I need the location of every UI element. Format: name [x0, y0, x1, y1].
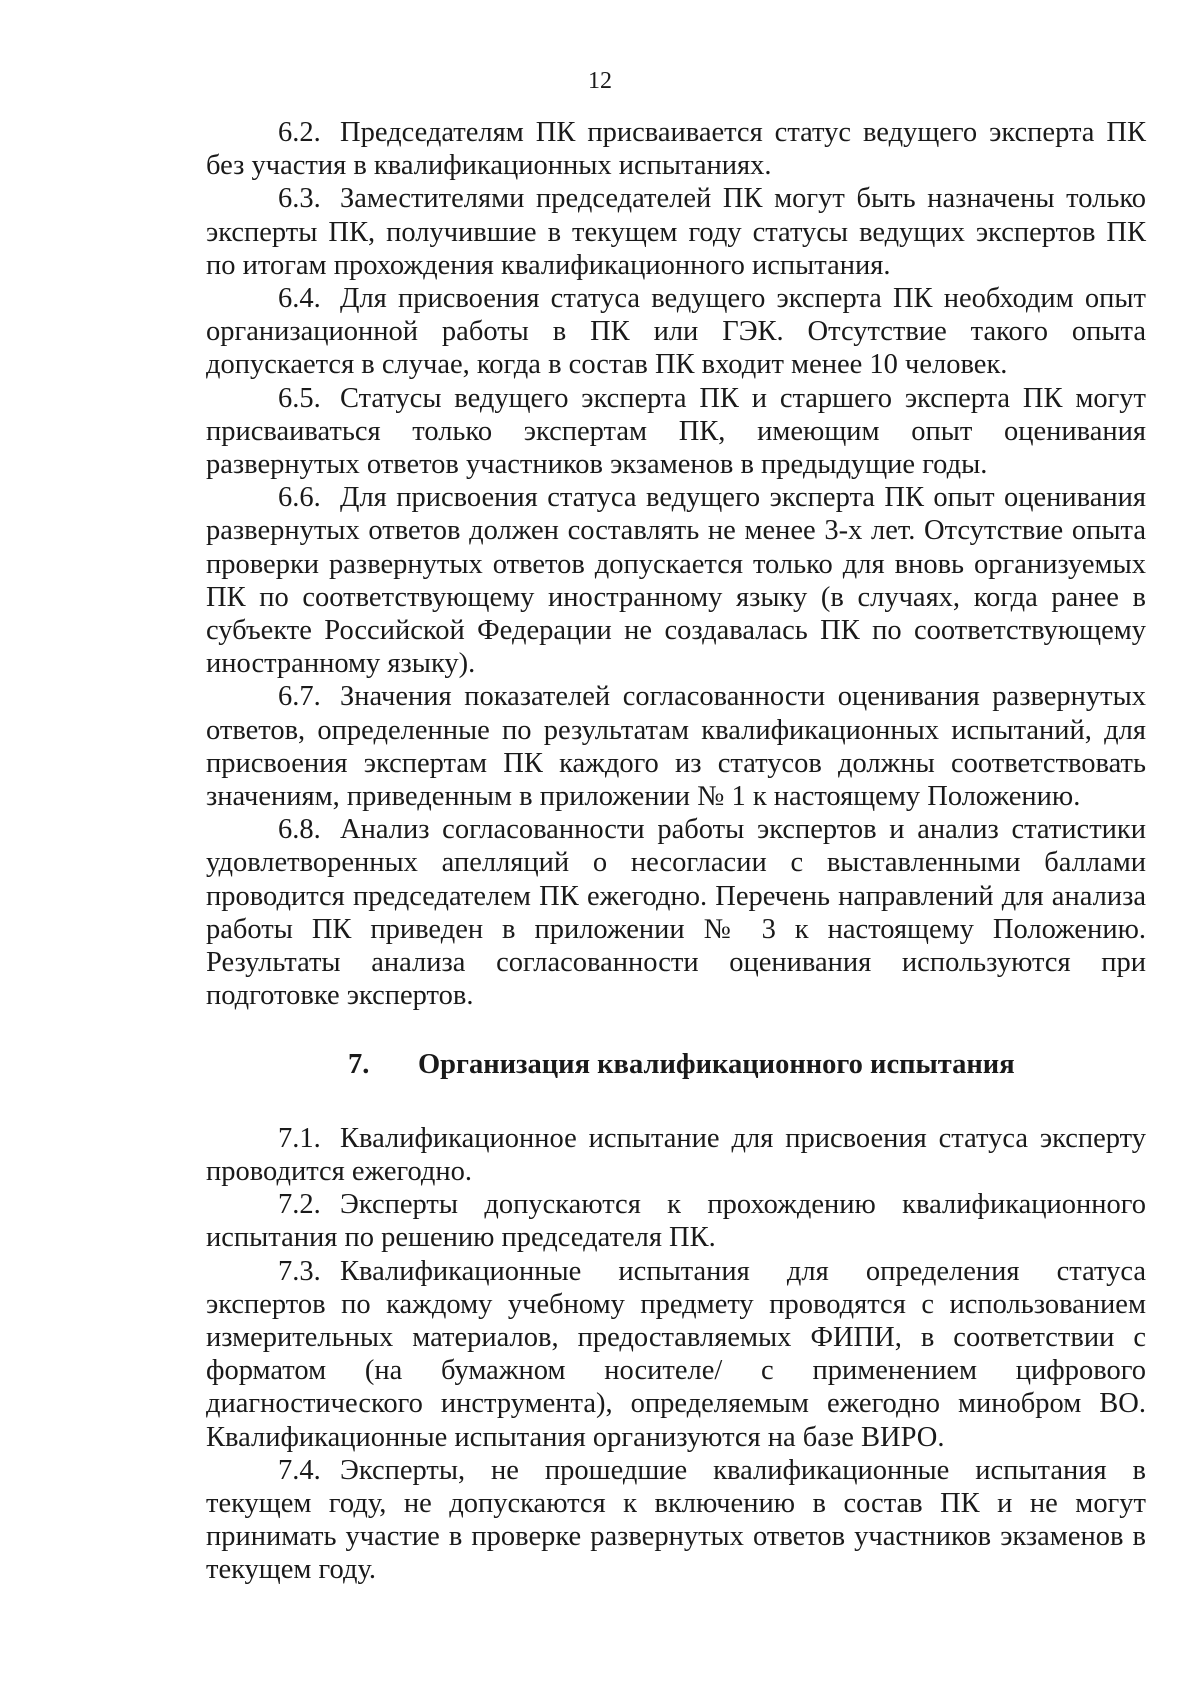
paragraph-number: 6.6.	[278, 482, 321, 514]
paragraph-text: Квалификационные испытания для определения статуса экспертов по каждому учебному предмету проводятся с использованием измерительных материалов, предоставляемых ФИПИ, в соответствии с форматом (на бумажном носителе/ с применением цифрового диагностического инструмента), определяемым ежегодно минобром ВО. Квалификационные испытания организуются на базе ВИРО.	[206, 1255, 1146, 1453]
paragraph-text: Для присвоения статуса ведущего эксперта ПК опыт оценивания развернутых ответов должен составлять не менее 3-х лет. Отсутствие опыта проверки развернутых ответов допускается только для вновь организуемых ПК по соответствующему иностранному языку (в случаях, когда ранее в субъекте Российской Федерации не создавалась ПК по соответствующему иностранному языку).	[206, 482, 1146, 680]
page-number: 12	[588, 68, 612, 94]
paragraph-6-6	[206, 481, 1146, 680]
paragraph-text: Анализ согласованности работы экспертов и анализ статистики удовлетворенных апелляций о несогласии с выставленными баллами проводится председателем ПК ежегодно. Перечень направлений для анализа работы ПК приведен в приложении № 3 к настоящему Положению. Результаты анализа согласованности оценивания используются при подготовке экспертов.	[206, 814, 1146, 1012]
paragraph-text: Эксперты, не прошедшие квалификационные испытания в текущем году, не допускаются к включению в состав ПК и не могут принимать участие в проверке развернутых ответов участников экзаменов в текущем году.	[206, 1454, 1146, 1586]
paragraph-number: 6.2.	[278, 117, 321, 148]
paragraph-number: 6.8.	[278, 814, 321, 846]
paragraph-7-3	[206, 1255, 1146, 1454]
paragraph-number: 6.7.	[278, 681, 321, 713]
paragraph-7-2	[206, 1188, 1146, 1254]
paragraph-number: 7.2.	[278, 1189, 321, 1221]
paragraph-text: Председателям ПК присваивается статус ведущего эксперта ПК без участия в квалификационных испытаниях.	[206, 117, 1146, 182]
paragraph-6-8	[206, 813, 1146, 1012]
paragraph-text: Квалификационное испытание для присвоения статуса эксперту проводится ежегодно.	[206, 1122, 1146, 1187]
document-body	[206, 116, 1146, 1587]
paragraph-number: 6.3.	[278, 183, 321, 215]
paragraph-6-2	[206, 116, 1146, 182]
paragraph-number: 6.4.	[278, 283, 321, 315]
paragraph-number: 7.1.	[278, 1122, 321, 1154]
paragraph-7-1	[206, 1122, 1146, 1188]
section-heading	[206, 1048, 1146, 1081]
section-number: 7.	[348, 1049, 370, 1081]
paragraph-7-4	[206, 1454, 1146, 1587]
paragraph-number: 7.4.	[278, 1454, 321, 1486]
paragraph-6-3	[206, 182, 1146, 282]
paragraph-text: Эксперты допускаются к прохождению квалификационного испытания по решению председателя ПК.	[206, 1189, 1146, 1254]
paragraph-text: Значения показателей согласованности оценивания развернутых ответов, определенные по результатам квалификационных испытаний, для присвоения экспертам ПК каждого из статусов должны соответствовать значениям, приведенным в приложении № 1 к настоящему Положению.	[206, 681, 1146, 813]
paragraph-text: Для присвоения статуса ведущего эксперта ПК необходим опыт организационной работы в ПК или ГЭК. Отсутствие такого опыта допускается в случае, когда в состав ПК входит менее 10 человек.	[206, 283, 1146, 381]
paragraph-text: Заместителями председателей ПК могут быть назначены только эксперты ПК, получившие в текущем году статусы ведущих экспертов ПК по итогам прохождения квалификационного испытания.	[206, 183, 1146, 281]
paragraph-6-5	[206, 382, 1146, 482]
paragraph-6-7	[206, 680, 1146, 813]
paragraph-number: 6.5.	[278, 382, 321, 414]
paragraph-6-4	[206, 282, 1146, 382]
paragraph-number: 7.3.	[278, 1255, 321, 1287]
section-title: Организация квалификационного испытания	[418, 1049, 1015, 1081]
paragraph-text: Статусы ведущего эксперта ПК и старшего эксперта ПК могут присваиваться только экспертам ПК, имеющим опыт оценивания развернутых ответов участников экзаменов в предыдущие годы.	[206, 382, 1146, 481]
